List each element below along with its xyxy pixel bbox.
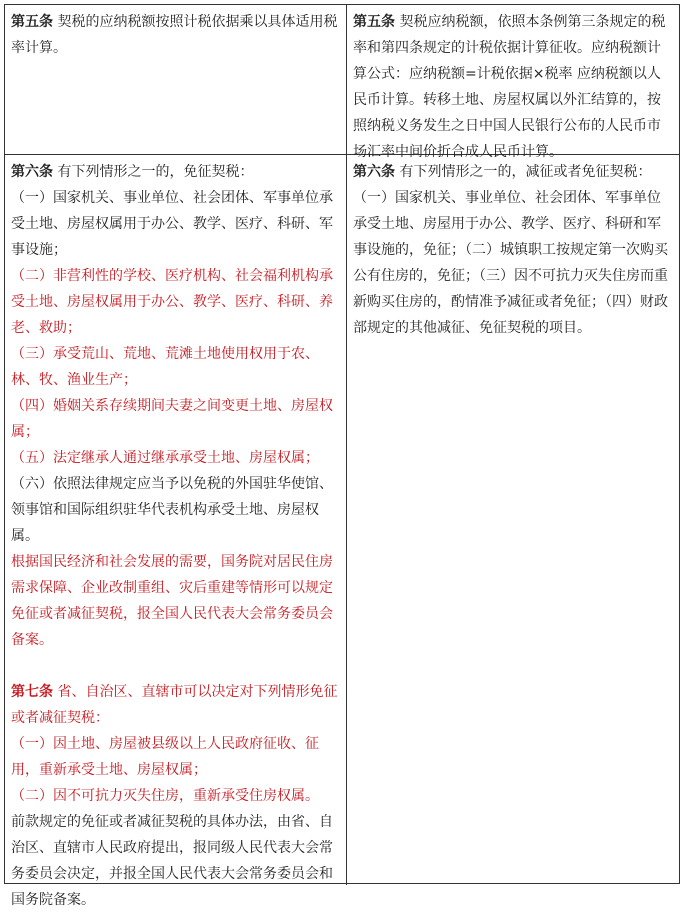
list-item: （二）因不可抗力灭失住房，重新承受住房权属。 (11, 788, 319, 804)
cell-old-article-6 (347, 155, 679, 885)
article-label: 第五条 (11, 14, 53, 30)
comparison-table (4, 4, 680, 908)
list-item: 根据国民经济和社会发展的需要，国务院对居民住房需求保障、企业改制重组、灾后重建等情形可以规定免征或者减征契税，报全国人民代表大会常务委员会备案。 (11, 554, 333, 648)
article-intro: 有下列情形之一的，免征契税： (53, 164, 254, 180)
list-item: （二）非营利性的学校、医疗机构、社会福利机构承受土地、房屋权属用于办公、教学、医疗、科研、养老、救助； (11, 268, 333, 336)
list-item: （四）婚姻关系存续期间夫妻之间变更土地、房屋权属； (11, 398, 333, 440)
list-item: （五）法定继承人通过继承承受土地、房屋权属； (11, 450, 319, 466)
list-item: （一）国家机关、事业单位、社会团体、军事单位承受土地、房屋权属用于办公、教学、医疗、科研、军事设施； (11, 190, 333, 258)
article-text: 有下列情形之一的，减征或者免征契税：（一）国家机关、事业单位、社会团体、军事单位承受土地、房屋用于办公、教学、医疗、科研和军事设施的，免征；（二）城镇职工按规定第一次购买公有住房的，免征；（三）因不可抗力灭失住房而重新购买住房的，酌情准予减征或者免征；（四）财政部规定的其他减征、免征契税的项目。 (353, 164, 668, 336)
article-label: 第六条 (11, 164, 53, 180)
cell-new-article-5 (5, 5, 347, 154)
list-item: 前款规定的免征或者减征契税的具体办法，由省、自治区、直辖市人民政府提出，报同级人民代表大会常务委员会决定，并报全国人民代表大会常务委员会和国务院备案。 (11, 814, 333, 908)
article-text: 契税应纳税额，依照本条例第三条规定的税率和第四条规定的计税依据计算征收。应纳税额计算公式：应纳税额=计税依据×税率 应纳税额以人民币计算。转移土地、房屋权属以外汇结算的，按照纳税义务发生之日中国人民银行公布的人民币市场汇率中间价折合成人民币计算。 (353, 14, 666, 160)
spacer (11, 653, 340, 679)
article-label: 第七条 (11, 684, 53, 700)
list-item: （三）承受荒山、荒地、荒滩土地使用权用于农、林、牧、渔业生产； (11, 346, 319, 388)
cell-old-article-5 (347, 5, 679, 160)
table-row-article-5 (5, 5, 679, 160)
cell-new-article-6-7 (5, 155, 347, 908)
article-text: 契税的应纳税额按照计税依据乘以具体适用税率计算。 (11, 14, 338, 56)
list-item: （六）依照法律规定应当予以免税的外国驻华使馆、领事馆和国际组织驻华代表机构承受土地、房屋权属。 (11, 476, 333, 544)
list-item: （一）因土地、房屋被县级以上人民政府征收、征用，重新承受土地、房屋权属； (11, 736, 319, 778)
article-label: 第六条 (353, 164, 395, 180)
article-label: 第五条 (353, 14, 395, 30)
table-row-article-6 (5, 155, 679, 908)
article-intro: 省、自治区、直辖市可以决定对下列情形免征或者减征契税： (11, 684, 338, 726)
